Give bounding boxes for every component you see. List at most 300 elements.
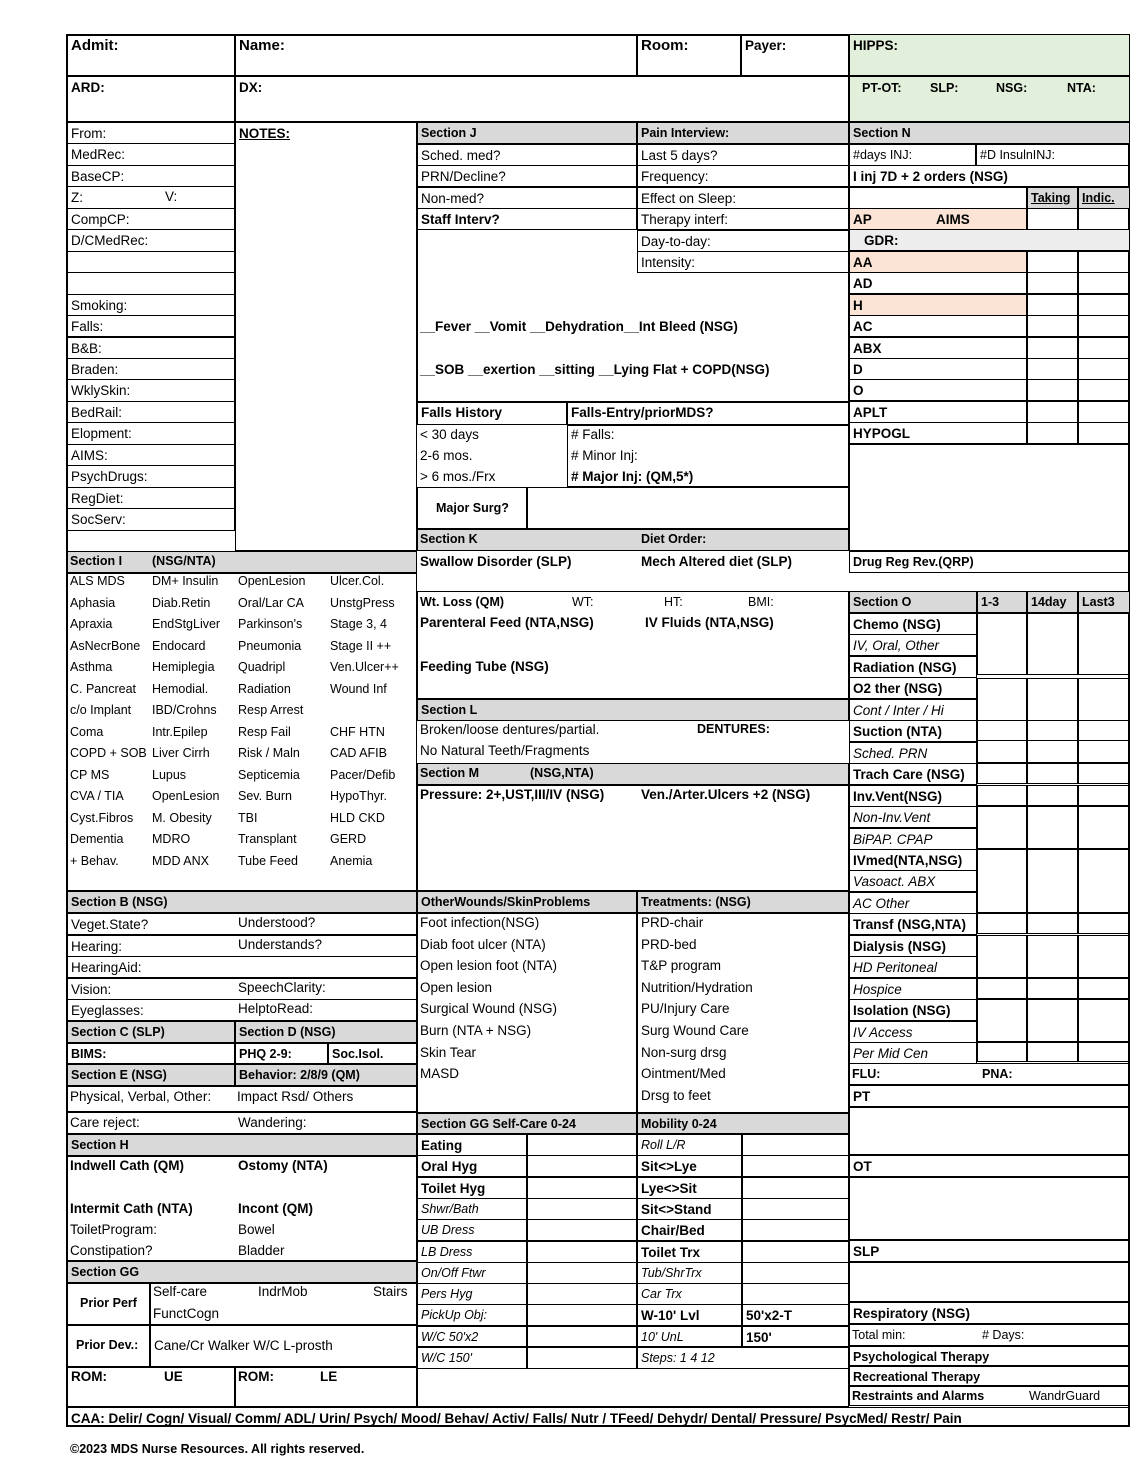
section-j-row[interactable]: Non-med? [417,187,637,209]
diagnosis-item: MDRO [152,832,191,846]
section-e-header[interactable]: Section E (NSG) [67,1064,235,1086]
drug-indic[interactable] [1078,401,1130,423]
mobility-row[interactable]: Sit<>Lye [637,1155,742,1177]
incont-label: Incont (QM) [238,1201,313,1216]
left-col-row[interactable]: Z: [67,186,235,208]
ot-row[interactable]: OT [849,1155,1130,1177]
diagnosis-item: Asthma [70,660,113,674]
left-col-row[interactable] [67,251,235,273]
diagnosis-item: IBD/Crohns [152,703,217,717]
left-col-row[interactable]: CompCP: [67,208,235,230]
drug-indic[interactable] [1078,337,1130,359]
mobility-score[interactable]: 150' [742,1326,849,1348]
wound-item: Foot infection(NSG) [420,915,540,930]
section-l-header[interactable]: Section L [417,699,849,721]
diagnosis-item: Coma [70,724,104,739]
slp-blank[interactable] [849,1262,1130,1302]
diagnosis-item: + Behav. [70,853,119,868]
mobility-row[interactable]: W-10' Lvl [637,1304,742,1326]
o-col-14[interactable] [1027,763,1078,784]
taking-header[interactable]: Taking [1027,187,1078,209]
o-col-13[interactable] [977,999,1027,1043]
wound-item: Diab foot ulcer (NTA) [420,936,546,952]
o-col-last[interactable] [1078,806,1130,849]
o-col-13[interactable] [977,1041,1027,1062]
o-col-last[interactable] [1078,913,1130,934]
mobility-row[interactable]: Tub/ShrTrx [637,1262,742,1284]
soc-cell[interactable]: Soc.Isol. [328,1043,417,1064]
section-k-header[interactable] [417,529,849,551]
ostomy-label: Ostomy (NTA) [238,1158,328,1173]
section-o-row[interactable]: Chemo (NSG) [849,613,977,635]
o-col-last[interactable] [1078,999,1130,1043]
intermit-label: Intermit Cath (NTA) [70,1201,193,1216]
hipps-field[interactable]: HIPPS: [849,34,1130,76]
section-b-right: HelptoRead: [238,1001,314,1016]
treatment-item: Drsg to feet [641,1087,711,1103]
other-wounds-header[interactable]: OtherWounds/SkinProblems [417,891,637,913]
section-o-row[interactable]: IVmed(NTA,NSG) [849,849,977,871]
mobility-row[interactable]: Steps: 1 4 12 [637,1347,849,1369]
diagnosis-item: M. Obesity [152,810,212,825]
self-care-row[interactable]: W/C 150' [417,1347,527,1369]
caa-row[interactable]: CAA: Delir/ Cogn/ Visual/ Comm/ ADL/ Urin/ Psych/ Mood/ Behav/ Activ/ Falls/ Nutr / TFeed/ Dehydr/ Dental/ Pressure/ PsycMed/ Restr/ Pain [67,1407,1130,1427]
ard-field[interactable]: ARD: [67,76,235,122]
section-c-header[interactable]: Section C (SLP) [67,1021,235,1043]
self-care-row[interactable]: UB Dress [417,1219,527,1241]
mobility-score[interactable] [742,1177,849,1199]
section-o-row[interactable]: Vasoact. ABX [849,870,977,892]
section-j-row[interactable]: PRN/Decline? [417,165,637,187]
pressure-label: Pressure: 2+,UST,III/IV (NSG) [420,787,605,802]
self-care-row[interactable]: Eating [417,1134,527,1156]
falls-history-header[interactable]: Falls History [417,401,567,425]
section-o-row[interactable]: Sched. PRN [849,742,977,764]
section-o-row[interactable]: Trach Care (NSG) [849,763,977,785]
wound-item: Surgical Wound (NSG) [420,1001,558,1017]
falls-entry-header[interactable]: Falls-Entry/priorMDS? [567,401,849,425]
diagnosis-item: DM+ Insulin [152,574,219,588]
drug-indic[interactable] [1078,315,1130,337]
diagnosis-item: Parkinson's [238,617,303,631]
diagnosis-item: OpenLesion [238,574,306,588]
self-care-score[interactable] [527,1155,637,1177]
diagnosis-item: CVA / TIA [70,789,124,803]
drug-indic[interactable] [1078,422,1130,444]
pt-ot-label: PT-OT: [862,81,902,95]
diagnosis-item: Oral/Lar CA [238,595,304,610]
drug-taking[interactable] [1027,315,1078,337]
self-care-score[interactable] [527,1134,637,1156]
restraints-label: Restraints and Alarms [852,1389,985,1403]
diagnosis-item: Transplant [238,832,297,846]
o-col-13[interactable] [977,720,1027,763]
mech-label: Mech Altered diet (SLP) [641,554,793,569]
o-col-13[interactable] [977,935,1027,978]
left-col-row[interactable] [67,272,235,294]
pt-blank[interactable] [849,1107,1130,1155]
section-b-row[interactable]: Eyeglasses: [67,999,417,1021]
no-teeth-label: No Natural Teeth/Fragments [420,743,590,758]
self-care-score[interactable] [527,1326,637,1348]
treatment-item: Ointment/Med [641,1066,726,1082]
nsg-label: NSG: [996,81,1028,95]
self-care-row[interactable]: LB Dress [417,1241,527,1263]
drug-indic[interactable] [1078,379,1130,401]
col-last-header[interactable]: Last3 [1078,591,1130,613]
mobility-score[interactable] [742,1198,849,1220]
impact-label: Impact Rsd/ Others [237,1089,354,1104]
diagnosis-item: Stage 3, 4 [330,617,387,631]
o-col-14[interactable] [1027,999,1078,1043]
constipation-label: Constipation? [70,1243,153,1258]
ht-label: HT: [664,595,683,609]
o-col-13[interactable] [977,978,1027,999]
left-col-row[interactable]: Braden: [67,358,235,380]
mobility-row[interactable]: Lye<>Sit [637,1177,742,1199]
mobility-score[interactable] [742,1283,849,1305]
diagnosis-item: COPD + SOB [70,746,147,760]
self-care-row[interactable]: PickUp Obj: [417,1304,527,1326]
functcogn-label: FunctCogn [153,1306,220,1321]
mobility-row[interactable]: Toilet Trx [637,1241,742,1263]
rom-label-2: ROM: [238,1369,274,1384]
drug-row[interactable]: AD [849,272,1027,294]
pain-header[interactable]: Pain Interview: [637,122,849,144]
mobility-row[interactable]: Sit<>Stand [637,1198,742,1220]
o-col-13[interactable] [977,913,1027,934]
self-care-score[interactable] [527,1241,637,1263]
section-o-row[interactable]: Per Mid Cen [849,1042,977,1064]
indic-header[interactable]: Indic. [1078,187,1130,209]
diagnosis-item: Anemia [330,853,373,868]
section-o-row[interactable]: Cont / Inter / Hi [849,699,977,721]
wound-item: MASD [420,1066,460,1082]
left-col-row[interactable]: From: [67,122,235,144]
drug-indic[interactable] [1078,251,1130,273]
self-care-score[interactable] [527,1304,637,1326]
respiratory-row[interactable]: Respiratory (NSG) [849,1302,1130,1324]
section-m-box[interactable] [417,785,849,891]
treatment-item: PU/Injury Care [641,1001,730,1017]
parenteral-label: Parenteral Feed (NTA,NSG) [420,615,594,630]
diagnosis-item: Pacer/Defib [330,767,396,782]
ap-taking[interactable] [1027,208,1078,230]
section-o-row[interactable]: IV Access [849,1021,977,1043]
drug-taking[interactable] [1027,272,1078,294]
diagnosis-item: Liver Cirrh [152,746,210,760]
section-o-row[interactable]: Non-Inv.Vent [849,806,977,828]
self-care-score[interactable] [527,1262,637,1284]
o-col-last[interactable] [1078,763,1130,784]
section-m-header[interactable] [417,763,849,785]
pt-row[interactable]: PT [849,1085,1130,1107]
ot-blank[interactable] [849,1177,1130,1240]
section-b-header[interactable]: Section B (NSG) [67,891,417,913]
section-o-row[interactable]: HD Peritoneal [849,956,977,978]
left-col-row[interactable]: BaseCP: [67,165,235,187]
drug-taking[interactable] [1027,401,1078,423]
mobility-score[interactable] [742,1241,849,1263]
notes-field[interactable]: NOTES: [235,122,417,551]
psych-row[interactable]: Psychological Therapy [849,1346,1130,1366]
broken-dentures-label: Broken/loose dentures/partial. [420,722,600,737]
drug-indic[interactable] [1078,272,1130,294]
section-o-row[interactable]: AC Other [849,892,977,914]
section-h-header[interactable]: Section H [67,1134,417,1156]
o-col-14[interactable] [1027,720,1078,763]
treatment-item: Surg Wound Care [641,1023,749,1038]
ap-cell[interactable]: AP [849,208,1027,230]
mobility-row[interactable]: Chair/Bed [637,1219,742,1241]
indrmob-label: IndrMob [258,1284,308,1299]
pain-row[interactable]: Last 5 days? [637,144,849,166]
o-col-13[interactable] [977,806,1027,849]
aims-label: AIMS [936,212,970,227]
diagnosis-item: Quadripl [238,660,286,674]
section-b-row[interactable]: Vision: [67,978,417,1000]
d-insulin-cell[interactable]: #D InsulnINJ: [976,144,1130,166]
o-col-14[interactable] [1027,785,1078,806]
self-care-row[interactable]: Pers Hyg [417,1283,527,1305]
drug-taking[interactable] [1027,337,1078,359]
self-care-row[interactable]: Shwr/Bath [417,1198,527,1220]
o-col-last[interactable] [1078,935,1130,978]
left-col-row[interactable]: AIMS: [67,444,235,466]
pain-row[interactable]: Effect on Sleep: [637,187,849,209]
left-col-row[interactable]: Elopment: [67,422,235,444]
section-o-row[interactable]: IV, Oral, Other [849,634,977,656]
section-o-row[interactable]: Radiation (NSG) [849,656,977,678]
section-gg-header[interactable]: Section GG [67,1261,417,1283]
falls-history-row: < 30 days [420,427,479,442]
left-col-row[interactable]: B&B: [67,337,235,359]
mobility-score[interactable] [742,1262,849,1284]
left-col-row[interactable]: D/CMedRec: [67,229,235,251]
o-col-last[interactable] [1078,849,1130,913]
name-field[interactable]: Name: [235,34,637,76]
n-blank[interactable] [849,187,1027,209]
diagnosis-item: Aphasia [70,595,116,610]
mobility-row[interactable]: 10' UnL [637,1326,742,1348]
ven-label: Ven./Arter.Ulcers +2 (NSG) [641,787,811,802]
left-col-row[interactable]: BedRail: [67,401,235,423]
self-care-score[interactable] [527,1283,637,1305]
days-inj-cell[interactable]: #days INJ: [849,144,976,166]
payer-field[interactable]: Payer: [741,34,849,76]
diagnosis-item: Diab.Retin [152,595,211,610]
section-n-header[interactable]: Section N [849,122,1130,144]
nta-label: NTA: [1067,81,1096,95]
drug-taking[interactable] [1027,358,1078,380]
left-col-row[interactable]: Falls: [67,315,235,337]
drug-taking[interactable] [1027,294,1078,316]
diagnosis-item: OpenLesion [152,789,220,803]
pain-row[interactable]: Intensity: [637,251,849,273]
pain-row[interactable]: Therapy interf: [637,208,849,230]
devices-cell[interactable]: Cane/Cr Walker W/C L-prosth [150,1325,417,1367]
section-k-title: Section K [420,532,478,546]
section-d-header[interactable]: Section D (NSG) [235,1021,417,1043]
gg-self-header[interactable]: Section GG Self-Care 0-24 [417,1113,637,1134]
n-blank-area[interactable] [849,444,1130,551]
mobility-score[interactable] [742,1134,849,1156]
self-care-row[interactable]: Toilet Hyg [417,1177,527,1199]
section-o-row[interactable]: O2 ther (NSG) [849,677,977,699]
diagnosis-item: HLD CKD [330,810,385,825]
drug-row[interactable]: AA [849,251,1027,273]
section-o-row[interactable]: BiPAP. CPAP [849,828,977,850]
section-j-row[interactable]: Staff Interv? [417,208,637,230]
o-col-last[interactable] [1078,720,1130,763]
o-col-14[interactable] [1027,849,1078,913]
drug-reg-cell[interactable]: Drug Reg Rev.(QRP) [849,551,1130,573]
self-care-score[interactable] [527,1177,637,1199]
mobility-score[interactable]: 50'x2-T [742,1304,849,1326]
diagnosis-item: Septicemia [238,767,300,782]
drug-taking[interactable] [1027,251,1078,273]
col-13-header[interactable]: 1-3 [977,591,1027,613]
diagnosis-item: MDD ANX [152,853,209,868]
drug-taking[interactable] [1027,422,1078,444]
col-14-header[interactable]: 14day [1027,591,1078,613]
left-col-row[interactable]: WklySkin: [67,379,235,401]
o-col-13[interactable] [977,785,1027,806]
left-col-row[interactable]: RegDiet: [67,487,235,509]
section-o-row[interactable]: Dialysis (NSG) [849,935,977,957]
section-m-subtitle: (NSG,NTA) [530,766,594,780]
section-i-title: Section I [70,554,123,568]
pna-label: PNA: [982,1067,1013,1081]
diagnosis-item: Hemodial. [152,681,209,696]
self-care-score[interactable] [527,1198,637,1220]
diagnosis-item: Intr.Epilep [152,724,208,739]
treatments-header[interactable]: Treatments: (NSG) [637,891,849,913]
slp-row[interactable]: SLP [849,1240,1130,1262]
phq-cell[interactable]: PHQ 2-9: [235,1043,328,1064]
drug-row[interactable]: AC [849,315,1027,337]
pain-row[interactable]: Frequency: [637,165,849,187]
drug-taking[interactable] [1027,379,1078,401]
o-col-14[interactable] [1027,1041,1078,1062]
self-care-row[interactable]: W/C 50'x2 [417,1326,527,1348]
falls-entry-row: # Minor Inj: [571,448,638,463]
diagnosis-item: Dementia [70,832,124,846]
self-care-row[interactable]: On/Off Ftwr [417,1262,527,1284]
section-o-row[interactable]: Inv.Vent(NSG) [849,785,977,807]
section-o-header[interactable]: Section O [849,591,977,613]
falls-entry-row: # Falls: [571,427,615,442]
o-col-last[interactable] [1078,978,1130,999]
section-o-row[interactable]: Isolation (NSG) [849,999,977,1021]
o-col-13[interactable] [977,763,1027,784]
o-col-13[interactable] [977,849,1027,913]
mobility-row[interactable]: Car Trx [637,1283,742,1305]
self-care-row[interactable]: Oral Hyg [417,1155,527,1177]
section-b-row[interactable]: Veget.State? [67,913,417,935]
drug-row[interactable]: ABX [849,337,1027,359]
left-col-row[interactable]: Smoking: [67,294,235,316]
section-m-title: Section M [420,766,480,780]
dx-field[interactable]: DX: [235,76,849,122]
rec-row[interactable]: Recreational Therapy [849,1366,1130,1386]
admit-field[interactable]: Admit: [67,34,235,76]
diagnosis-item: TBI [238,810,258,825]
diagnosis-item: EndStgLiver [152,617,221,631]
diagnosis-item: AsNecrBone [70,638,141,653]
major-surg-value[interactable] [527,487,849,529]
bims-cell[interactable]: BIMS: [67,1043,235,1064]
behavior-header[interactable]: Behavior: 2/8/9 (QM) [235,1064,417,1086]
o-col-14[interactable] [1027,613,1078,675]
stairs-label: Stairs [373,1284,408,1299]
copyright-label: ©2023 MDS Nurse Resources. All rights reserved. [70,1442,365,1456]
o-col-last[interactable] [1078,1041,1130,1062]
mobility-header[interactable]: Mobility 0-24 [637,1113,849,1134]
section-o-row[interactable]: Hospice [849,978,977,1000]
section-j-row[interactable]: Sched. med? [417,144,637,166]
o-col-14[interactable] [1027,913,1078,934]
swallow-label: Swallow Disorder (SLP) [420,554,572,569]
left-col-row[interactable]: MedRec: [67,143,235,165]
o-col-14[interactable] [1027,935,1078,978]
gdr-cell[interactable]: GDR: [849,229,1130,251]
diagnosis-item: Ulcer.Col. [330,574,385,588]
o-col-last[interactable] [1078,613,1130,675]
mobility-score[interactable] [742,1219,849,1241]
diagnosis-item: Resp Fail [238,724,291,739]
inj-line[interactable]: I inj 7D + 2 orders (NSG) [849,165,1130,187]
section-b-row[interactable]: Hearing: [67,935,417,957]
drug-row[interactable]: O [849,379,1027,401]
bottom-blank[interactable] [417,1346,849,1407]
room-field[interactable]: Room: [637,34,741,76]
drug-row[interactable]: H [849,294,1027,316]
section-o-row[interactable]: Suction (NTA) [849,720,977,742]
section-j-header[interactable]: Section J [417,122,637,144]
self-care-score[interactable] [527,1219,637,1241]
section-b-right: SpeechClarity: [238,979,326,995]
drug-indic[interactable] [1078,358,1130,380]
drug-indic[interactable] [1078,294,1130,316]
o-col-13[interactable] [977,613,1027,675]
diagnosis-item: Ven.Ulcer++ [330,660,399,674]
o-col-last[interactable] [1078,785,1130,806]
section-b-right: Understands? [238,936,323,952]
diagnosis-item: Cyst.Fibros [70,810,134,825]
section-o-row[interactable]: Transf (NSG,NTA) [849,913,977,935]
treatment-item: Non-surg drsg [641,1044,727,1060]
days-label: # Days: [982,1328,1025,1342]
care-reject-label: Care reject: [70,1115,140,1130]
drug-row[interactable]: APLT [849,401,1027,423]
toilet-program-label: ToiletProgram: [70,1222,158,1237]
o-col-14[interactable] [1027,978,1078,999]
pain-row[interactable]: Day-to-day: [637,230,849,252]
left-col-row[interactable]: PsychDrugs: [67,465,235,487]
ap-indic[interactable] [1078,208,1130,230]
drug-row[interactable]: D [849,358,1027,380]
drug-row[interactable]: HYPOGL [849,422,1027,444]
section-b-row[interactable]: HearingAid: [67,956,417,978]
mobility-score[interactable] [742,1155,849,1177]
o-col-14[interactable] [1027,806,1078,849]
mobility-row[interactable]: Roll L/R [637,1134,742,1156]
left-col-row[interactable]: SocServ: [67,508,235,530]
diagnosis-item: ALS MDS [70,574,125,588]
treatment-item: PRD-bed [641,936,697,952]
v-label: V: [165,189,178,205]
